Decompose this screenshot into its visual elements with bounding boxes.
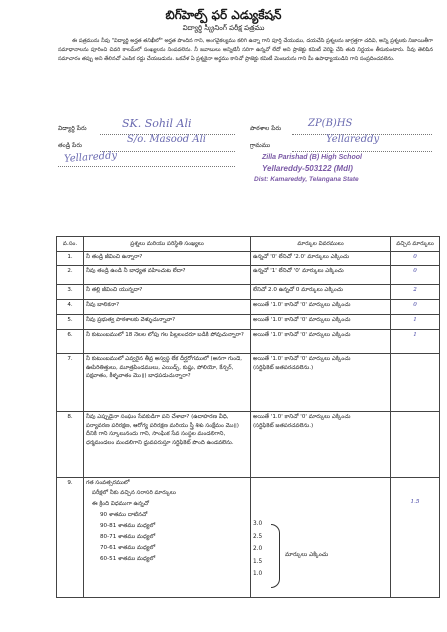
row-marks: లేనిచో 2.0 ఉన్నచో 0 మార్కులు ఎక్కించు [251, 285, 391, 300]
row-score: 0 [391, 300, 440, 315]
address-value: Yellareddy [63, 150, 118, 165]
row-score: 1 [391, 330, 440, 354]
marks-option: 2.5 [253, 533, 263, 540]
row-score: 1.5 [391, 478, 440, 598]
criteria-line: 90 శాతము దాటినచో [100, 511, 148, 518]
row-number: 6. [57, 330, 84, 354]
address-line [58, 166, 235, 167]
row-number: 2. [57, 266, 84, 285]
row-number: 9. [57, 478, 84, 598]
table-row [57, 354, 440, 412]
row-marks: అయితే '1.0' కానిచో '0' మార్కులు ఎక్కించు [253, 356, 351, 362]
brace-symbol [271, 524, 280, 588]
table-row [57, 285, 440, 300]
row-note: (సర్టిఫికెట్ జతపరచవలెను.) [253, 422, 314, 429]
average-marks-criteria [86, 488, 248, 565]
table-row [57, 266, 440, 285]
criteria-line: 70-61 శాతము మధ్యలో [100, 544, 156, 551]
row-marks: అయితే '1.0' కానిచో '0' మార్కులు ఎక్కించు [251, 300, 391, 315]
questions-table [56, 236, 440, 598]
table-row [57, 300, 440, 315]
row-number: 5. [57, 315, 84, 330]
school-name-label: పాఠశాల పేరు [250, 125, 282, 132]
row-marks: అయితే '1.0' కానిచో '0' మార్కులు ఎక్కించు [251, 330, 391, 354]
row-score: 1 [391, 315, 440, 330]
marks-instruction: మార్కులు ఎక్కించు [285, 552, 329, 558]
row-score: 0 [391, 266, 440, 285]
row-number: 1. [57, 252, 84, 266]
village-line [292, 151, 432, 152]
header-obtained-marks: వచ్చిన మార్కులు [391, 237, 440, 252]
form-title: బిగ్‌హెల్ప్ ఫర్ ఎడ్యుకేషన్ [165, 8, 282, 22]
criteria-line: 80-71 శాతము మధ్యలో [100, 533, 156, 540]
table-row [57, 330, 440, 354]
student-name-label: విద్యార్థి పేరు [58, 125, 87, 132]
marks-options [253, 518, 262, 581]
row-marks: అయితే '1.0' కానిచో '0' మార్కులు ఎక్కించు [253, 414, 351, 420]
table-row [57, 315, 440, 330]
student-name-value: SK. Sohil Ali [122, 117, 192, 130]
criteria-line: పరీక్షలో నీకు వచ్చిన సరాసరి మార్కులు [92, 489, 176, 496]
row-marks: ఉన్నచో '1' లేనిచో '0' మార్కులు ఎక్కించు [251, 266, 391, 285]
marks-option: 2.0 [253, 546, 263, 552]
row-score: 0 [391, 252, 440, 266]
school-stamp-line1: Zilla Parishad (B) High School [262, 154, 362, 161]
row-number: 8. [57, 412, 84, 478]
table-header-row [57, 237, 440, 252]
row-marks: అయితే '1.0' కానిచో '0' మార్కులు ఎక్కించు [251, 315, 391, 330]
row-score: 2 [391, 285, 440, 300]
row-score [391, 412, 440, 478]
table-row [57, 252, 440, 266]
row-question: గత సంవత్సరములో [86, 480, 130, 486]
village-label: గ్రామము [250, 142, 271, 149]
form-subtitle: విద్యార్థి స్క్రీనింగ్ పరీక్ష పత్రము [182, 24, 265, 32]
criteria-line: ఈ క్రింది విధముగా ఉన్నచో [92, 500, 149, 507]
village-value: Yellareddy [326, 134, 380, 145]
school-stamp-line2: Yellareddy-503122 (Mdl) [262, 164, 353, 173]
row-note: (సర్టిఫికెట్ జతపరచవలెను.) [253, 364, 314, 371]
header-serial: వ.సం. [57, 237, 84, 252]
row-marks: ఉన్నచో '0' లేనిచో '2.0' మార్కులు ఎక్కించు [251, 252, 391, 266]
table-row [57, 478, 440, 598]
row-question: నీ తండ్రి జీవించి ఉన్నారా? [84, 252, 251, 266]
row-number: 3. [57, 285, 84, 300]
criteria-line: 90-81 శాతము మధ్యలో [100, 522, 156, 529]
table-row [57, 412, 440, 478]
school-name-value: ZP(B)HS [308, 118, 353, 129]
row-question: నీ తల్లి జీవించి యున్నదా? [84, 285, 251, 300]
criteria-line: 60-51 శాతము మధ్యలో [100, 555, 156, 562]
row-score [391, 354, 440, 412]
header-question: ప్రశ్నలు మరియు పరిస్థితి సంఖ్యలు [84, 237, 251, 252]
marks-option: 3.0 [253, 521, 263, 527]
row-question: నీ కుటుంబములో 18 నెలల లోపు గల పిల్లలందరూ బడికి పోవుచున్నారా? [84, 330, 251, 354]
row-question: నీ కుటుంబములో ఎవ్వరైన తీవ్ర అస్వస్థ లేక దీర్ఘరోగములో (అనగా గుండె, ఊపిరితిత్తులు, మూత్రపిండములు, ఎయిడ్స్, కుష్టు, పోలియో, కేన్సర్, పక్షవాతం, కీళ్ళవాతం మొ॥) బాధపడుచున్నారా? [84, 354, 251, 412]
school-stamp-line3: Dist: Kamareddy, Telangana State [254, 176, 359, 183]
header-marks-details: మార్కుల వివరములు [251, 237, 391, 252]
row-number: 7. [57, 354, 84, 412]
marks-option: 1.0 [253, 571, 263, 577]
father-name-label: తండ్రి పేరు [58, 142, 82, 149]
row-question: నీవు ఎప్పుడైనా సంఘం సేవకుడిగా పని చేశావా? (ఉదాహరణ వీధి, పర్యావరణ పరిరక్షణ, ఆరోగ్య పరిరక్షణ మరియు స్త్రీ శిశు సంక్షేమం మొ॥) దీనికి గాని స్కూలునందు గాని, సాంఘిక సేవ సంస్థల మండలిగాని, ధర్మమండలం మండలిగాని ధ్రువపరుస్తూ సర్టిఫికెట్ పొంది ఉండవలెను. [84, 412, 251, 478]
row-question: నీవు ప్రభుత్వ పాఠశాలకు వెళ్ళుచున్నావా? [84, 315, 251, 330]
father-name-value: S/o. Masood Ali [127, 134, 206, 145]
row-number: 4. [57, 300, 84, 315]
instructions-paragraph: ఈ పత్రమును నీవు "విద్యార్థి అర్హత తనిఖీలో" అర్హత పొందిన గాని, అంగవైకల్యము కలిగి ఉన్నా గాని పూర్తి చేయుము, దయచేసి ప్రశ్నలను జాగ్రత్తగా చదివి, అన్ని ప్రశ్నలకు నిజాయితీగా సమాధానాలను పూరించి చివరి కాలమ్‌లో సంఖ్యలను నింపవలెను. నీ జవాబులు అన్నిటినీ సరిగా ఉన్నవో లేదో అని ప్రాజెక్టు కమిటీ వెరిఫై చేసి తుది నిర్ణయం తీసుకుంటారు. నీవు తెలిపిన సమాచారం తప్పు అని తేలినచో ఎంపిక రద్దు చేయబడును. ఒకవేళ ఏ ప్రశ్నకైనా అర్థము కానిచో ప్రాజెక్టు కమిటీ మెంబరును గాని మీ ఉపాధ్యాయుడిని గాని సంప్రదించవలెను. [58, 38, 433, 62]
father-name-line [100, 151, 235, 152]
row-question: నీవు తండ్రి ఉండి నీ బాధ్యత వహించుట లేదా? [84, 266, 251, 285]
row-question: నీవు బాలికనా? [84, 300, 251, 315]
marks-option: 1.5 [253, 558, 263, 565]
